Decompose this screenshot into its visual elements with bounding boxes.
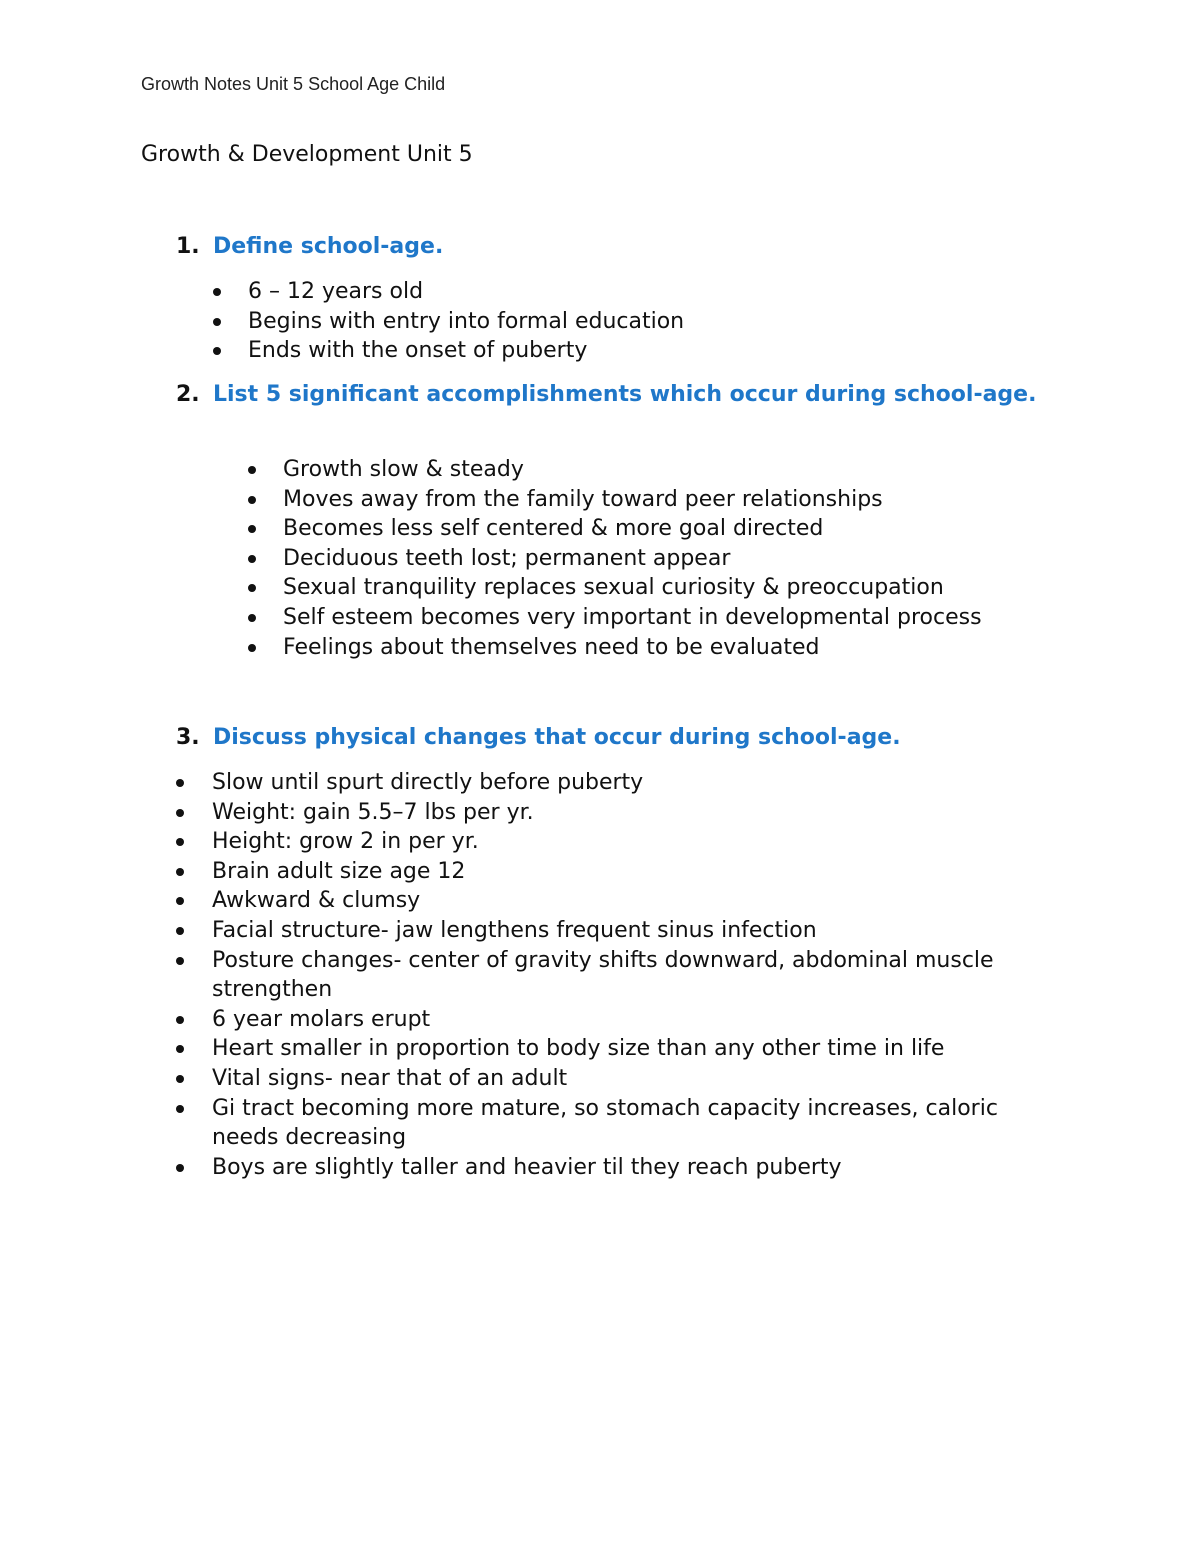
bullet-icon bbox=[176, 838, 184, 846]
list-item: Ends with the onset of puberty bbox=[213, 336, 1033, 366]
bullet-icon bbox=[248, 584, 256, 592]
list-item: Slow until spurt directly before puberty bbox=[176, 768, 1066, 798]
list-item: Facial structure- jaw lengthens frequent sinus infection bbox=[176, 916, 1066, 946]
bullet-icon bbox=[176, 1016, 184, 1024]
question-1 bbox=[176, 232, 1036, 262]
bullet-icon bbox=[176, 957, 184, 965]
bullet-icon bbox=[176, 868, 184, 876]
question-number: 2. bbox=[176, 382, 200, 407]
list-item: Boys are slightly taller and heavier til they reach puberty bbox=[176, 1153, 1066, 1183]
list-item: 6 – 12 years old bbox=[213, 277, 1033, 307]
list-item: Gi tract becoming more mature, so stomach capacity increases, caloric needs decreasing bbox=[176, 1094, 1066, 1153]
bullet-icon bbox=[176, 779, 184, 787]
bullet-icon bbox=[248, 555, 256, 563]
list-item: Posture changes- center of gravity shifts downward, abdominal muscle strengthen bbox=[176, 946, 1066, 1005]
list-item: Becomes less self centered & more goal directed bbox=[248, 514, 1068, 544]
list-item: Moves away from the family toward peer relationships bbox=[248, 485, 1068, 515]
bullet-icon bbox=[248, 466, 256, 474]
list-item: Sexual tranquility replaces sexual curiosity & preoccupation bbox=[248, 573, 1068, 603]
bullet-icon bbox=[248, 496, 256, 504]
list-item: Growth slow & steady bbox=[248, 455, 1068, 485]
list-item: Self esteem becomes very important in developmental process bbox=[248, 603, 1068, 633]
bullet-icon bbox=[176, 927, 184, 935]
bullet-icon bbox=[248, 614, 256, 622]
bullet-icon bbox=[213, 288, 221, 296]
bullet-icon bbox=[176, 1075, 184, 1083]
question-1-bullets bbox=[213, 277, 1033, 366]
question-3-bullets bbox=[176, 768, 1066, 1182]
question-number: 1. bbox=[176, 234, 200, 259]
bullet-icon bbox=[248, 525, 256, 533]
list-item: 6 year molars erupt bbox=[176, 1005, 1066, 1035]
bullet-icon bbox=[248, 644, 256, 652]
list-item: Feelings about themselves need to be evaluated bbox=[248, 633, 1068, 663]
bullet-icon bbox=[176, 1105, 184, 1113]
bullet-icon bbox=[176, 809, 184, 817]
list-item: Brain adult size age 12 bbox=[176, 857, 1066, 887]
bullet-icon bbox=[176, 1045, 184, 1053]
page-header: Growth Notes Unit 5 School Age Child bbox=[141, 74, 446, 94]
bullet-icon bbox=[176, 897, 184, 905]
list-item: Weight: gain 5.5–7 lbs per yr. bbox=[176, 798, 1066, 828]
question-text: Define school-age. bbox=[213, 234, 444, 259]
question-text: Discuss physical changes that occur during school-age. bbox=[213, 725, 901, 750]
bullet-icon bbox=[176, 1164, 184, 1172]
list-item: Height: grow 2 in per yr. bbox=[176, 827, 1066, 857]
question-text: List 5 significant accomplishments which occur during school-age. bbox=[213, 382, 1037, 407]
bullet-icon bbox=[213, 318, 221, 326]
question-2 bbox=[176, 380, 1046, 410]
question-2-bullets bbox=[248, 455, 1068, 662]
list-item: Awkward & clumsy bbox=[176, 886, 1066, 916]
list-item: Heart smaller in proportion to body size than any other time in life bbox=[176, 1034, 1066, 1064]
document-title: Growth & Development Unit 5 bbox=[141, 142, 473, 167]
list-item: Deciduous teeth lost; permanent appear bbox=[248, 544, 1068, 574]
question-3 bbox=[176, 723, 1046, 753]
list-item: Vital signs- near that of an adult bbox=[176, 1064, 1066, 1094]
bullet-icon bbox=[213, 347, 221, 355]
question-number: 3. bbox=[176, 725, 200, 750]
list-item: Begins with entry into formal education bbox=[213, 307, 1033, 337]
